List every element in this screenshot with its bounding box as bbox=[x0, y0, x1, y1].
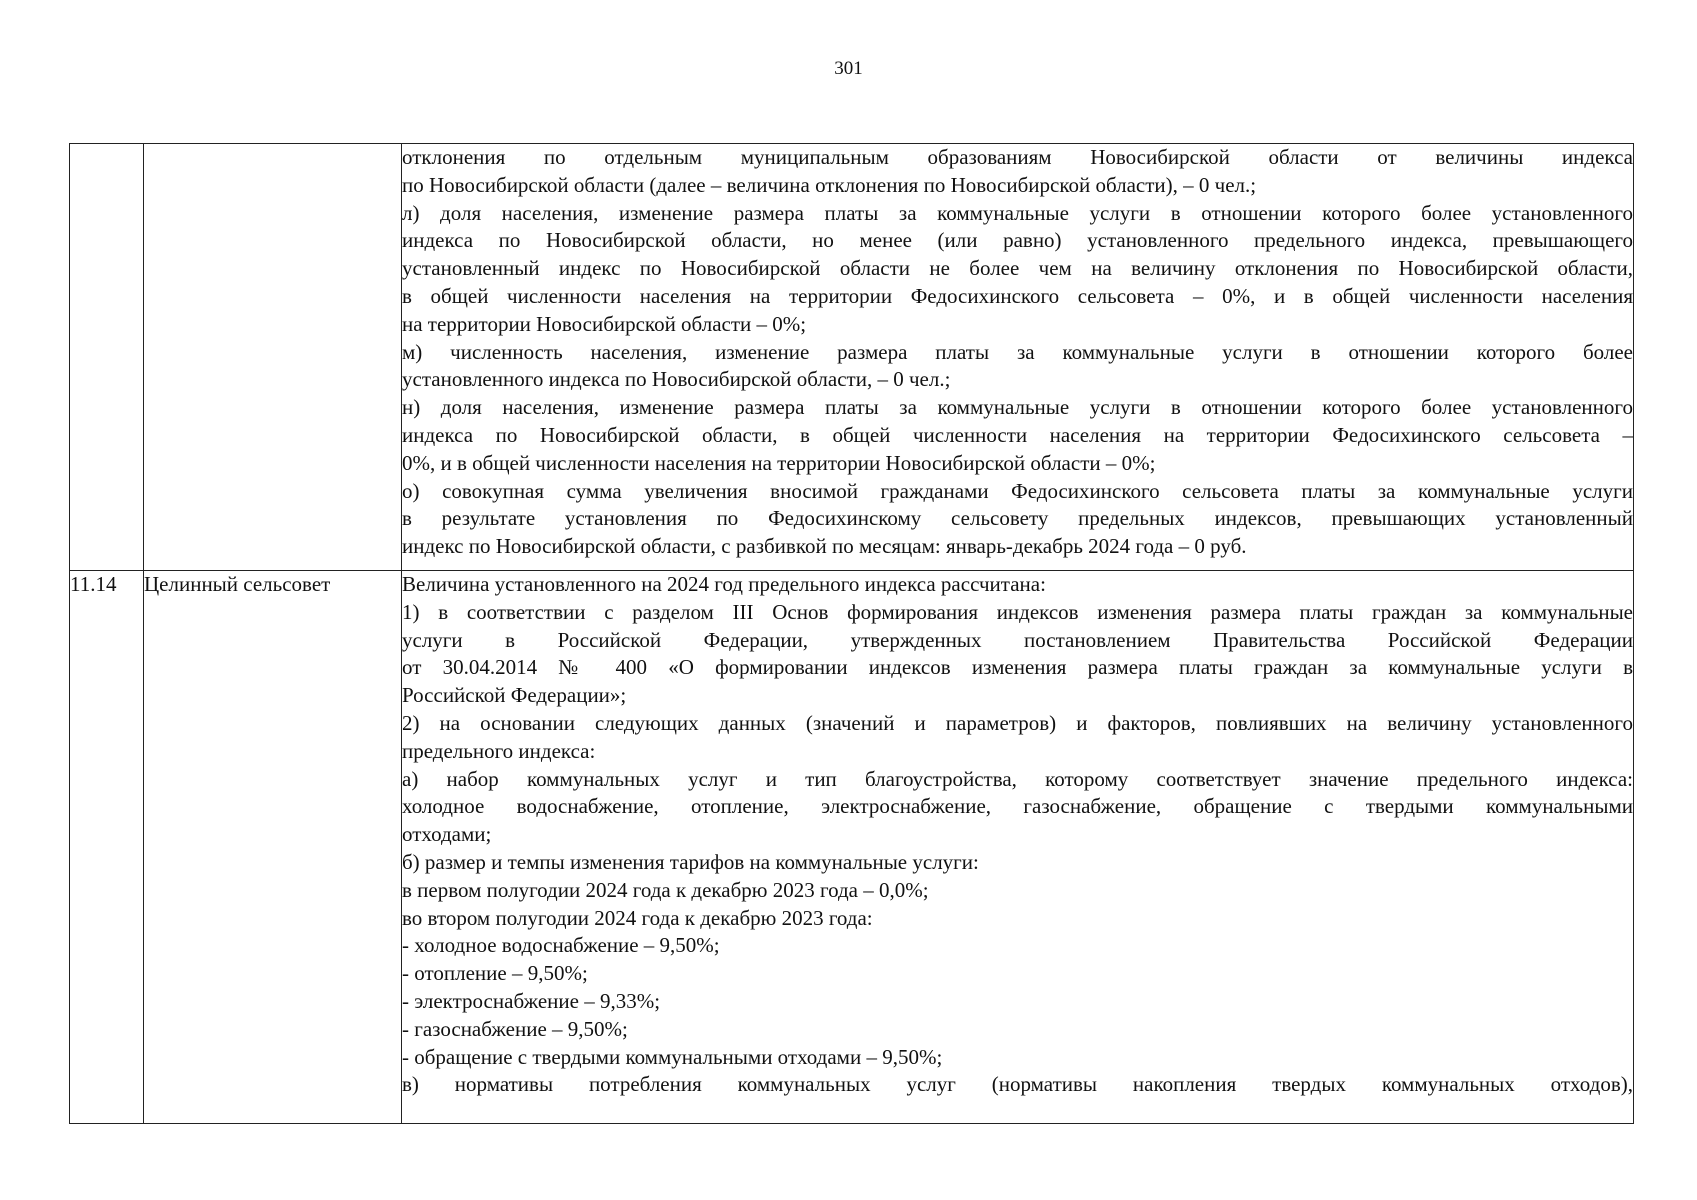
text-line: индекса по Новосибирской области, но менее (или равно) установленного предельного индекса, превышающего bbox=[402, 228, 1633, 253]
text-line: услуги в Российской Федерации, утвержденных постановлением Правительства Российской Федерации bbox=[402, 627, 1633, 652]
text-line: на территории Новосибирской области – 0%; bbox=[402, 311, 807, 336]
text-line: а) набор коммунальных услуг и тип благоустройства, которому соответствует значение предельного индекса: bbox=[402, 766, 1633, 791]
text-line: 2) на основании следующих данных (значений и параметров) и факторов, повлиявших на величину установленного bbox=[402, 710, 1633, 735]
text-line: м) численность населения, изменение размера платы за коммунальные услуги в отношении которого более bbox=[402, 339, 1633, 364]
text-line: от 30.04.2014 № 400 «О формировании индексов изменения размера платы граждан за коммунальные услуги в bbox=[402, 655, 1633, 680]
text-line: Российской Федерации»; bbox=[402, 683, 627, 708]
text-line: отклонения по отдельным муниципальным образованиям Новосибирской области от величины индекса bbox=[402, 145, 1633, 169]
text-line: в первом полугодии 2024 года к декабрю 2023 года – 0,0%; bbox=[402, 877, 929, 902]
text-line: о) совокупная сумма увеличения вносимой гражданами Федосихинского сельсовета платы за коммунальные услуги bbox=[402, 478, 1633, 503]
text-line: в результате установления по Федосихинскому сельсовету предельных индексов, превышающих установленный bbox=[402, 506, 1633, 531]
text-line: 1) в соответствии с разделом III Основ формирования индексов изменения размера платы граждан за коммунальные bbox=[402, 599, 1633, 624]
text-line: установленного индекса по Новосибирской области, – 0 чел.; bbox=[402, 367, 951, 392]
text-line: отходами; bbox=[402, 822, 492, 847]
text-line: индекса по Новосибирской области, в общей численности населения на территории Федосихинского сельсовета – bbox=[402, 422, 1633, 447]
text-line: в) нормативы потребления коммунальных услуг (нормативы накопления твердых коммунальных отходов), bbox=[402, 1072, 1633, 1097]
text-line: л) доля населения, изменение размера платы за коммунальные услуги в отношении которого более установленного bbox=[402, 200, 1633, 225]
text-line: по Новосибирской области (далее – величина отклонения по Новосибирской области), – 0 чел.; bbox=[402, 172, 1257, 197]
text-line: во втором полугодии 2024 года к декабрю 2023 года: bbox=[402, 905, 873, 930]
municipality-name-cell: Целинный сельсовет bbox=[144, 571, 402, 1124]
text-line: предельного индекса: bbox=[402, 738, 596, 763]
table-row bbox=[70, 144, 1634, 571]
text-line: установленный индекс по Новосибирской области не более чем на величину отклонения по Новосибирской области, bbox=[402, 256, 1633, 281]
text-line: - электроснабжение – 9,33%; bbox=[402, 988, 661, 1013]
description-cell bbox=[402, 571, 1634, 1124]
text-line: - обращение с твердыми коммунальными отходами – 9,50%; bbox=[402, 1044, 943, 1069]
row-number-cell: 11.14 bbox=[70, 571, 144, 1124]
text-line: в общей численности населения на территории Федосихинского сельсовета – 0%, и в общей численности населения bbox=[402, 283, 1633, 308]
page-number: 301 bbox=[834, 58, 863, 79]
text-line: - газоснабжение – 9,50%; bbox=[402, 1016, 628, 1041]
municipality-name-cell bbox=[144, 144, 402, 571]
text-line: - холодное водоснабжение – 9,50%; bbox=[402, 933, 720, 958]
row-number-cell bbox=[70, 144, 144, 571]
text-line: б) размер и темпы изменения тарифов на коммунальные услуги: bbox=[402, 849, 979, 874]
document-table bbox=[69, 143, 1634, 1124]
text-line: индекс по Новосибирской области, с разбивкой по месяцам: январь-декабрь 2024 года – 0 руб. bbox=[402, 534, 1247, 559]
text-line: холодное водоснабжение, отопление, электроснабжение, газоснабжение, обращение с твердыми коммунальными bbox=[402, 794, 1633, 819]
text-line: 0%, и в общей численности населения на территории Новосибирской области – 0%; bbox=[402, 450, 1156, 475]
text-line: Величина установленного на 2024 год предельного индекса рассчитана: bbox=[402, 572, 1046, 596]
description-cell bbox=[402, 144, 1634, 571]
table-row bbox=[70, 571, 1634, 1124]
text-line: н) доля населения, изменение размера платы за коммунальные услуги в отношении которого более установленного bbox=[402, 395, 1633, 420]
text-line: - отопление – 9,50%; bbox=[402, 961, 588, 986]
